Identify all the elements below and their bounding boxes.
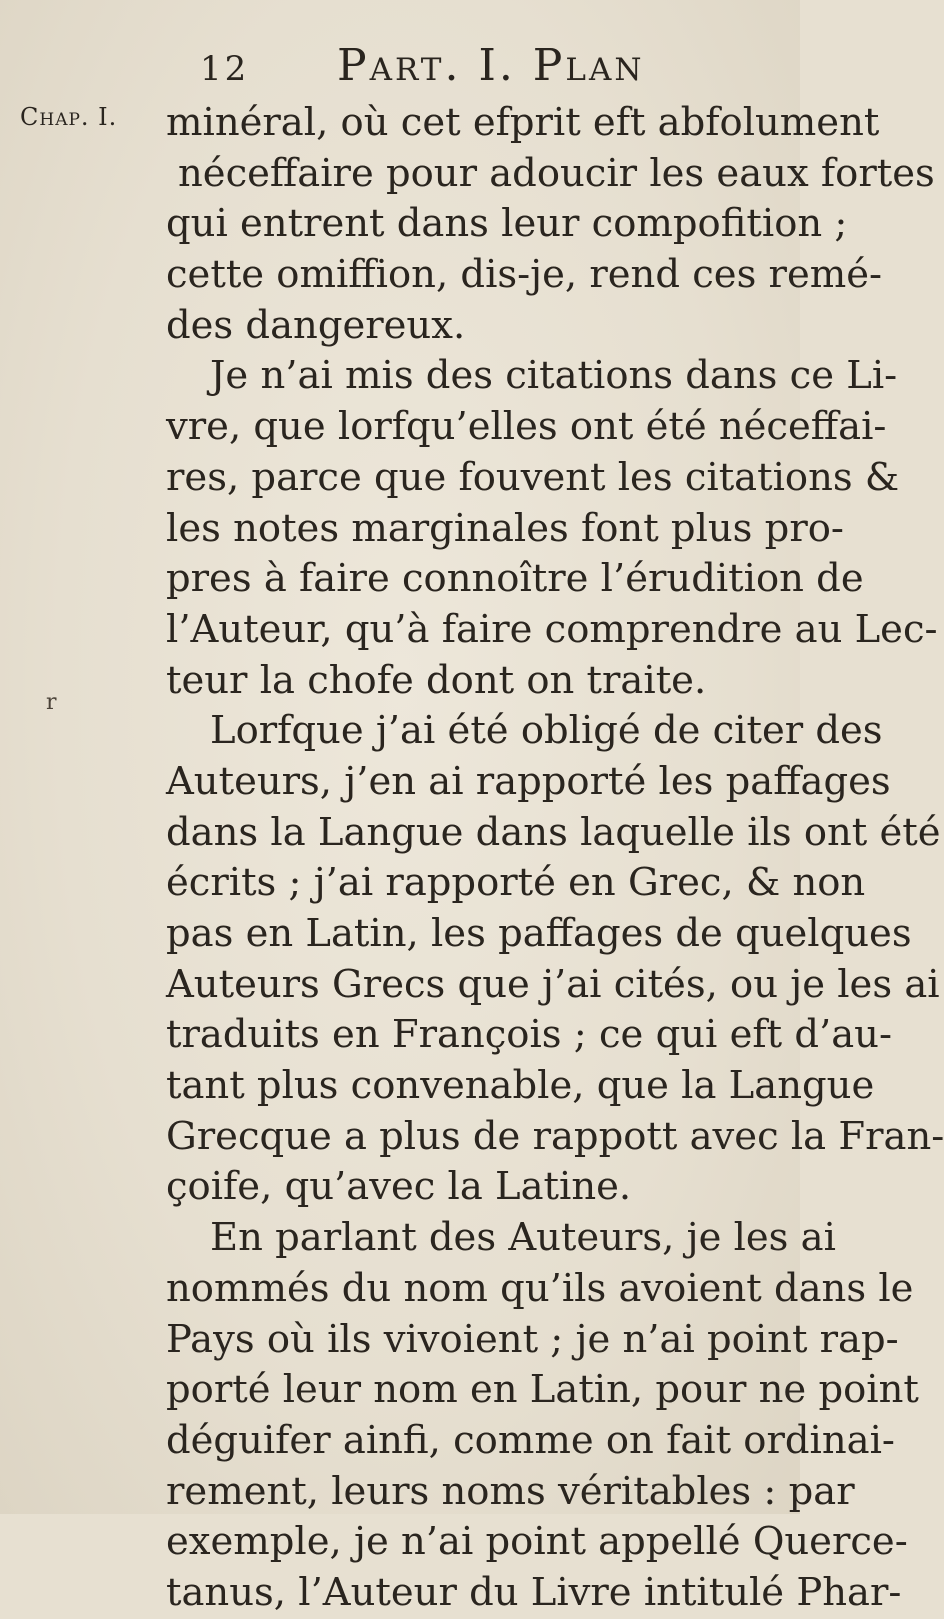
text-line: exemple, je n’ai point appellé Querce- [166, 1519, 908, 1565]
chapter-margin-note: Chap. I. [20, 103, 118, 131]
text-line: l’Auteur, qu’à faire comprendre au Lec- [166, 606, 938, 652]
text-line: traduits en François ; ce qui eft d’au- [166, 1012, 892, 1058]
text-line: pres à faire connoître l’érudition de [166, 556, 864, 602]
text-line: Auteurs, j’en ai rapporté les paffages [166, 758, 891, 804]
text-line: qui entrent dans leur compofition ; [166, 201, 848, 247]
running-title: Part. I. Plan [337, 40, 645, 91]
text-line: çoife, qu’avec la Latine. [166, 1164, 632, 1210]
text-line: vre, que lorfqu’elles ont été néceffai- [166, 404, 887, 450]
text-line: teur la chofe dont on traite. [166, 657, 707, 703]
text-line: tant plus convenable, que la Langue [166, 1063, 875, 1109]
text-line: minéral, où cet efprit eft abfolument [166, 100, 880, 145]
text-line: pas en Latin, les paffages de quelques [166, 911, 912, 956]
text-line: nommés du nom qu’ils avoient dans le [166, 1265, 914, 1311]
text-line: Je n’ai mis des citations dans ce Li- [210, 353, 898, 399]
text-line: écrits ; j’ai rapporté en Grec, & non [166, 860, 866, 906]
text-line: néceffaire pour adoucir les eaux fortes [178, 150, 935, 196]
body-text [166, 98, 944, 1619]
text-line: Grecque a plus de rappott avec la Fran- [166, 1113, 944, 1159]
text-line: les notes marginales font plus pro- [166, 505, 844, 551]
text-line: Lorfque j’ai été obligé de citer des [210, 708, 883, 754]
text-line: Pays où ils vivoient ; je n’ai point rap- [166, 1316, 899, 1362]
text-line: tanus, l’Auteur du Livre intitulé Phar- [166, 1569, 902, 1615]
text-line: rement, leurs noms véritables : par [166, 1468, 855, 1514]
text-line: déguifer ainfi, comme on fait ordinai- [166, 1417, 895, 1463]
page-header [200, 40, 760, 91]
text-line: Auteurs Grecs que j’ai cités, ou je les ai [166, 961, 940, 1007]
text-line: cette omiffion, dis-je, rend ces remé- [166, 252, 883, 298]
page-number: 12 [200, 49, 250, 89]
text-line: porté leur nom en Latin, pour ne point [166, 1367, 919, 1413]
text-line: res, parce que fouvent les citations & [166, 454, 900, 500]
margin-mark: r [46, 690, 57, 715]
text-line: dans la Langue dans laquelle ils ont été [166, 809, 941, 855]
text-line: En parlant des Auteurs, je les ai [210, 1215, 836, 1261]
text-line: des dangereux. [166, 302, 466, 348]
